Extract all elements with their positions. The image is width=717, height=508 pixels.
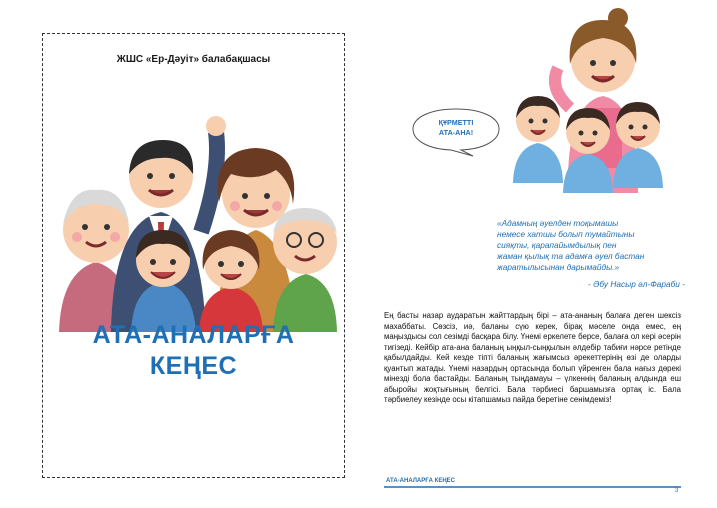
cover-page <box>42 33 345 478</box>
page-number: 3 <box>675 488 679 494</box>
bubble-line2: АТА-АНА! <box>438 128 474 137</box>
quote-author: - Әбу Насыр әл-Фараби - <box>587 279 685 289</box>
advice-paragraph: Ең басты назар аударатын жайттардың бірі – ата-ананың балаға деген шексіз махаббаты. Сөзсіз, иә, баланы сүю керек, бірақ мәселе онда емес, ең маңыздысы сол сезімді басқара білу. Үнемі еркелете берсе, балаға ол кері әсерін тигізеді. Кейбір ата-ана баланың ыңқыл-сыңқылын әлдебір табиғи нәрсе ретінде қабылдайды. Кей кезде тіпті баланың жағымсыз әрекеттерінің өзі де оларды қуантып жатады. Үнемі назардың ортасында болып үйренген бала нағыз дөрекі мінезді бола бастайды. Баланың тыңдамауы – үлкеннің баланың алдында еш абыройы жоқтығының белгісі. Бала тәрбиесі баршамызға ортақ іс. Бала тәрбиелеу кезінде осы кітапшамыз пайда беретіне сенімдеміз! <box>384 311 681 404</box>
footer-title: АТА-АНАЛАРҒА КЕҢЕС <box>386 478 456 484</box>
footer-rule <box>384 486 681 488</box>
quote-line: жаратылысынан дарымайды.» <box>497 262 620 272</box>
cover-title-line1: АТА-АНАЛАРҒА <box>92 321 295 349</box>
quote-line: сияқты, қарапайымдылық пен <box>497 240 617 250</box>
bubble-greeting <box>411 118 501 138</box>
bubble-line1: ҚҰРМЕТТІ <box>438 118 474 127</box>
quote-line: немесе хатшы болып тумайтыны <box>497 229 635 239</box>
quote-line: «Адамның әуелден тоқымашы <box>497 218 619 228</box>
organization-name: ЖШС «Ер-Дәуіт» балабақшасы <box>116 54 271 65</box>
teacher-children-illustration <box>508 8 668 193</box>
family-illustration <box>51 112 339 332</box>
quote-line: жаман қылық та адамға әуел бастан <box>497 251 645 261</box>
quote <box>497 218 685 273</box>
cover-title-line2: КЕҢЕС <box>149 352 238 380</box>
